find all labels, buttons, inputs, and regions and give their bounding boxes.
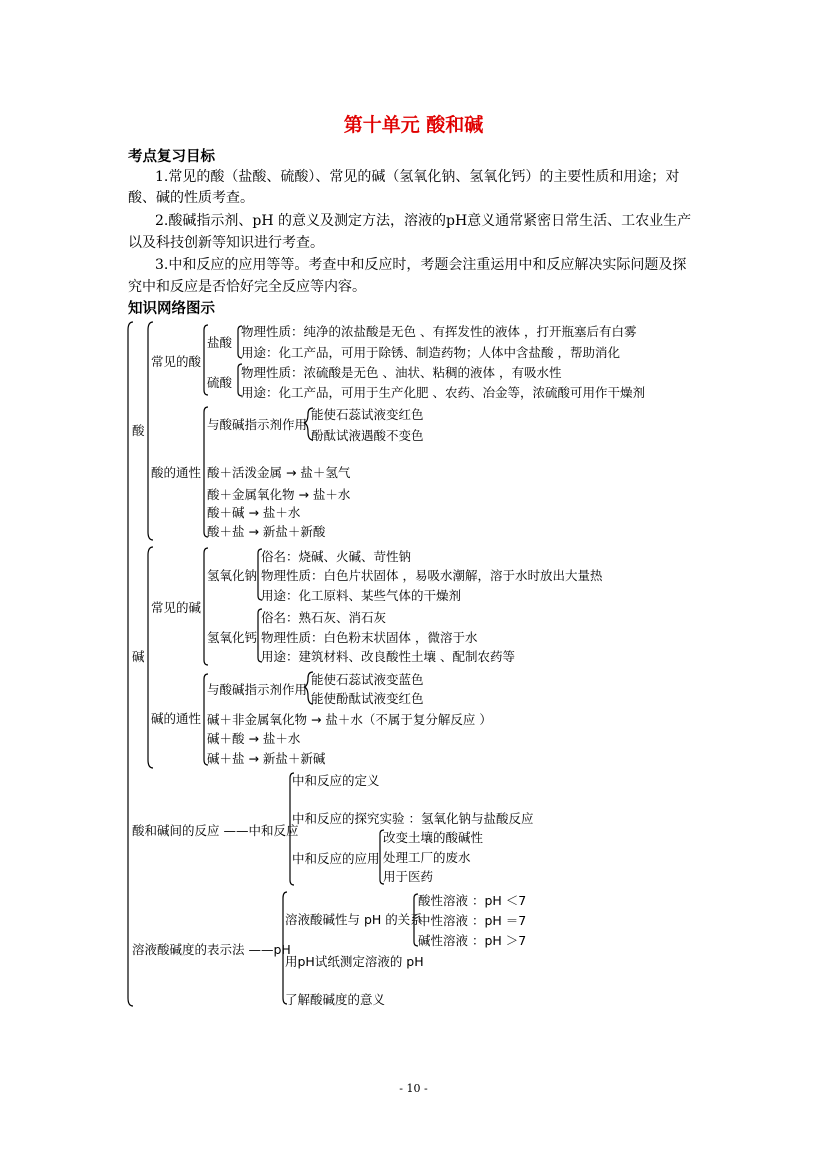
application-2: 处理工厂的废水: [383, 850, 471, 865]
ph-acidic: 酸性溶液 ：pH ＜7: [418, 893, 527, 908]
ph-label: 溶液酸碱度的表示法 ——pH: [132, 942, 291, 957]
base-indicator-label: 与酸碱指示剂作用: [207, 682, 308, 697]
ph-meaning: 了解酸碱度的意义: [285, 992, 386, 1007]
review-paragraph-1a: 1.常见的酸（盐酸、硫酸）、常见的碱（氢氧化钠、氢氧化钙）的主要性质和用途；对: [155, 169, 680, 185]
caoh-physical: 物理性质：白色粉末状固体 ，微溶于水: [261, 630, 478, 645]
review-paragraph-3a: 3.中和反应的应用等等。考查中和反应时，考题会注重运用中和反应解决实际问题及探: [155, 257, 687, 273]
common-acids-label: 常见的酸: [151, 354, 202, 369]
acid-general-label: 酸的通性: [151, 465, 202, 480]
application-1: 改变土壤的酸碱性: [383, 830, 484, 845]
acid-label: 酸: [132, 423, 145, 438]
review-heading: 考点复习目标: [128, 149, 215, 165]
acid-reaction-3: 酸＋碱 → 盐＋水: [207, 505, 301, 520]
caoh-name: 俗名：熟石灰、消石灰: [261, 610, 387, 625]
ph-neutral: 中性溶液 ：pH ＝7: [418, 913, 527, 928]
acid-indicator-label: 与酸碱指示剂作用: [207, 417, 308, 432]
ph-basic: 碱性溶液 ：pH ＞7: [418, 933, 527, 948]
hcl-use: 用途：化工产品，可用于除锈、制造药物；人体中含盐酸 ，帮助消化: [241, 345, 620, 360]
naoh-physical: 物理性质：白色片状固体 ，易吸水潮解，溶于水时放出大量热: [261, 568, 603, 583]
review-paragraph-2b: 以及科技创新等知识进行考查。: [128, 235, 324, 251]
naoh-use: 用途：化工原料、某些气体的干燥剂: [261, 588, 462, 603]
h2so4-use: 用途：化工产品，可用于生产化肥 、农药、冶金等，浓硫酸可用作干燥剂: [241, 385, 645, 400]
acid-reaction-4: 酸＋盐 → 新盐＋新酸: [207, 524, 326, 539]
neutralization-application: 中和反应的应用: [292, 851, 380, 866]
page-number: - 10 -: [399, 1082, 428, 1095]
naoh-label: 氢氧化钠: [207, 568, 258, 583]
hcl-physical: 物理性质：纯净的浓盐酸是无色 、有挥发性的液体 ，打开瓶塞后有白雾: [241, 324, 637, 339]
naoh-name: 俗名：烧碱、火碱、苛性钠: [261, 549, 412, 564]
neutralization-definition: 中和反应的定义: [292, 773, 380, 788]
base-reaction-3: 碱＋盐 → 新盐＋新碱: [207, 751, 326, 766]
caoh-label: 氢氧化钙: [207, 630, 258, 645]
neutralization-label: 酸和碱间的反应 ——中和反应: [132, 823, 299, 838]
neutralization-experiment: 中和反应的探究实验 ：氢氧化钠与盐酸反应: [292, 811, 534, 826]
page-title: 第十单元 酸和碱: [343, 114, 484, 136]
h2so4-label: 硫酸: [207, 375, 233, 390]
ph-paper: 用pH试纸测定溶液的 pH: [285, 954, 424, 969]
acid-indicator-1: 能使石蕊试液变红色: [311, 407, 424, 422]
base-reaction-1: 碱＋非金属氧化物 → 盐＋水（不属于复分解反应 ）: [207, 712, 492, 727]
base-label: 碱: [132, 649, 145, 664]
network-heading: 知识网络图示: [128, 301, 215, 317]
base-indicator-2: 能使酚酞试液变红色: [311, 691, 424, 706]
ph-relation: 溶液酸碱性与 pH 的关系: [285, 912, 423, 927]
hcl-label: 盐酸: [207, 335, 233, 350]
acid-reaction-1: 酸＋活泼金属 → 盐＋氢气: [207, 465, 351, 480]
base-indicator-1: 能使石蕊试液变蓝色: [311, 672, 424, 687]
acid-reaction-2: 酸＋金属氧化物 → 盐＋水: [207, 487, 351, 502]
application-3: 用于医药: [383, 869, 434, 884]
acid-indicator-2: 酚酞试液遇酸不变色: [311, 428, 424, 443]
review-paragraph-1b: 酸、碱的性质考查。: [128, 190, 254, 206]
base-general-label: 碱的通性: [151, 711, 202, 726]
review-paragraph-2a: 2.酸碱指示剂、pH 的意义及测定方法，溶液的pH意义通常紧密日常生活、工农业生产: [155, 213, 692, 229]
common-bases-label: 常见的碱: [151, 600, 202, 615]
review-paragraph-3b: 究中和反应是否恰好完全反应等内容。: [128, 279, 366, 295]
caoh-use: 用途：建筑材料、改良酸性土壤 、配制农药等: [261, 649, 515, 664]
base-reaction-2: 碱＋酸 → 盐＋水: [207, 731, 301, 746]
h2so4-physical: 物理性质：浓硫酸是无色 、油状、粘稠的液体 ，有吸水性: [241, 365, 562, 380]
